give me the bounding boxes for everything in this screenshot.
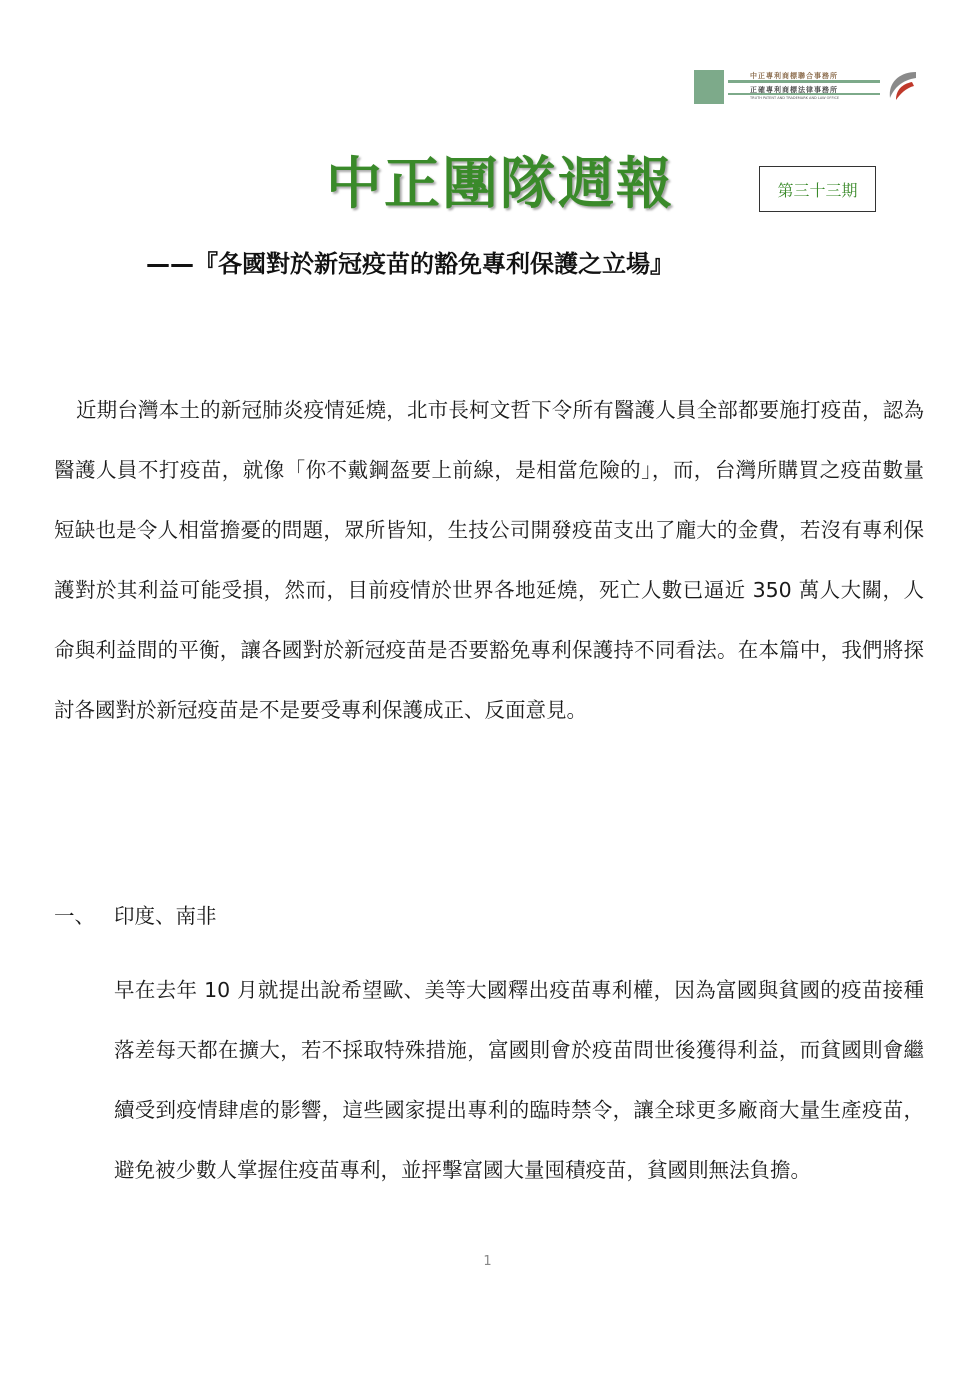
page-number: 1	[483, 1254, 492, 1269]
newsletter-title: 中正團隊週報	[326, 152, 674, 217]
office-logo	[694, 68, 926, 106]
article-subtitle: ——『各國對於新冠疫苗的豁免專利保護之立場』	[146, 250, 674, 278]
section-title: 印度、南非	[114, 904, 217, 928]
logo-name-1: 中正專利商標聯合事務所	[750, 72, 838, 80]
logo-name-en: TRUTH PATENT AND TRADEMARK AND LAW OFFICE	[750, 96, 840, 100]
section-number: 一、	[54, 904, 95, 928]
logo-mark	[694, 70, 724, 104]
section-paragraph: 早在去年 10 月就提出說希望歐、美等大國釋出疫苗專利權，因為富國與貧國的疫苗接種落差每天都在擴大，若不採取特殊措施，富國則會於疫苗問世後獲得利益，而貧國則會繼續受到疫情肆虐的影響，這些國家提出專利的臨時禁令，讓全球更多廠商大量生產疫苗，避免被少數人掌握住疫苗專利，並抨擊富國大量囤積疫苗，貧國則無法負擔。	[114, 978, 924, 1182]
logo-name-2: 正確專利商標法律事務所	[750, 86, 838, 94]
issue-number-box: 第三十三期	[759, 166, 876, 212]
section-heading	[54, 898, 217, 934]
intro-paragraph: 近期台灣本土的新冠肺炎疫情延燒，北市長柯文哲下令所有醫護人員全部都要施打疫苗，認為醫護人員不打疫苗，就像「你不戴鋼盔要上前線，是相當危險的」，而，台灣所購買之疫苗數量短缺也是令人相當擔憂的問題，眾所皆知，生技公司開發疫苗支出了龐大的金費，若沒有專利保護對於其利益可能受損，然而，目前疫情於世界各地延燒，死亡人數已逼近 350 萬人大關，人命與利益間的平衡，讓各國對於新冠疫苗是否要豁免專利保護持不同看法。在本篇中，我們將探討各國對於新冠疫苗是不是要受專利保護成正、反面意見。	[54, 398, 924, 722]
swoosh-icon	[882, 68, 922, 106]
